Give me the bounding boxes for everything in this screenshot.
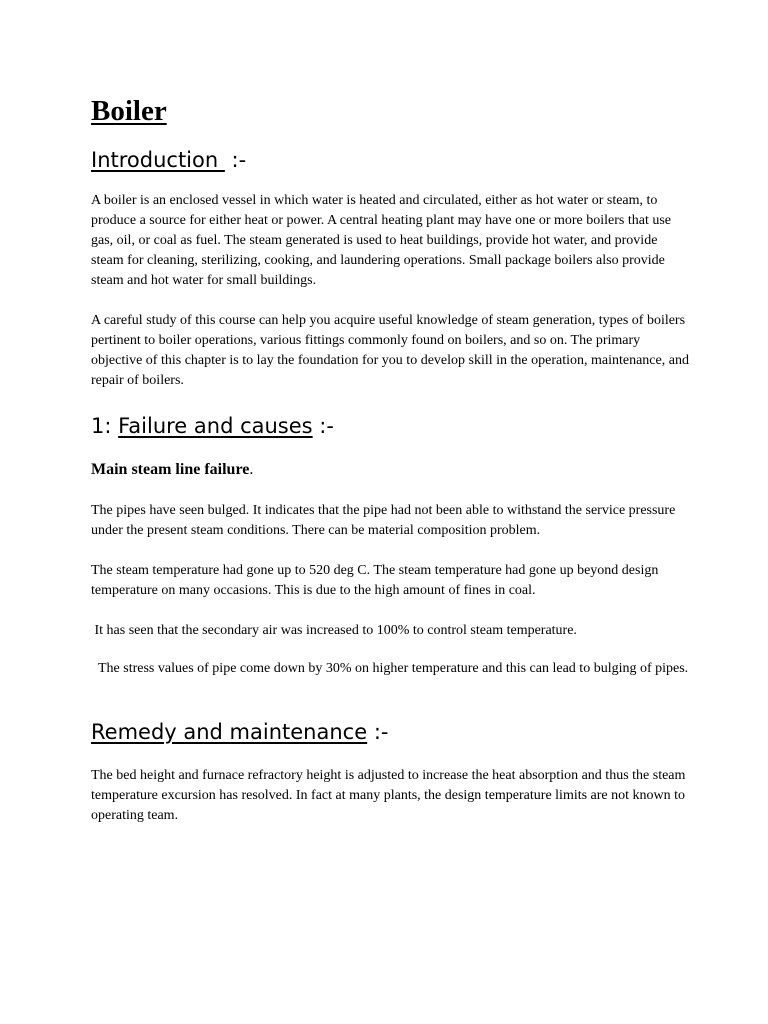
introduction-heading <box>91 146 246 174</box>
subheading-label: Main steam line failure <box>91 461 250 478</box>
intro-paragraph-2: A careful study of this course can help you acquire useful knowledge of steam generation, types of boilers pertinent to boiler operations, various fittings commonly found on boilers, and so on. The primary objective of this chapter is to lay the foundation for you to develop skill in the operation, maintenance, and repair of boilers. <box>91 313 693 388</box>
failure-causes-heading <box>91 412 334 440</box>
remedy-heading-suffix: :- <box>367 720 389 744</box>
failure-paragraph-1: The pipes have seen bulged. It indicates that the pipe had not been able to withstand the service pressure under the present steam conditions. There can be material composition problem. <box>91 503 679 538</box>
failure-heading-suffix: :- <box>312 414 334 438</box>
subheading-suffix: . <box>249 461 254 478</box>
failure-paragraph-4: The stress values of pipe come down by 30% on higher temperature and this can lead to bulging of pipes. <box>91 661 689 676</box>
main-steam-line-failure-subheading <box>91 460 253 480</box>
failure-paragraph-3: It has seen that the secondary air was increased to 100% to control steam temperature. <box>91 623 577 638</box>
introduction-heading-label: Introduction <box>91 148 225 172</box>
introduction-heading-suffix: :- <box>224 148 247 172</box>
document-title: Boiler <box>91 95 167 127</box>
remedy-heading-label: Remedy and maintenance <box>91 720 368 744</box>
failure-paragraph-2: The steam temperature had gone up to 520 deg C. The steam temperature had gone up beyond design temperature on many occasions. This is due to the high amount of fines in coal. <box>91 563 662 598</box>
remedy-maintenance-heading <box>91 718 388 746</box>
failure-heading-label: Failure and causes <box>118 414 313 438</box>
intro-paragraph-1: A boiler is an enclosed vessel in which water is heated and circulated, either as hot water or steam, to produce a source for either heat or power. A central heating plant may have one or more boilers that use gas, oil, or coal as fuel. The steam generated is used to heat buildings, provide hot water, and provide steam for cleaning, sterilizing, cooking, and laundering operations. Small package boilers also provide steam and hot water for small buildings. <box>91 193 675 288</box>
remedy-paragraph-1: The bed height and furnace refractory height is adjusted to increase the heat absorption and thus the steam temperature excursion has resolved. In fact at many plants, the design temperature limits are not known to operating team. <box>91 768 689 823</box>
failure-heading-prefix: 1: <box>91 414 119 438</box>
